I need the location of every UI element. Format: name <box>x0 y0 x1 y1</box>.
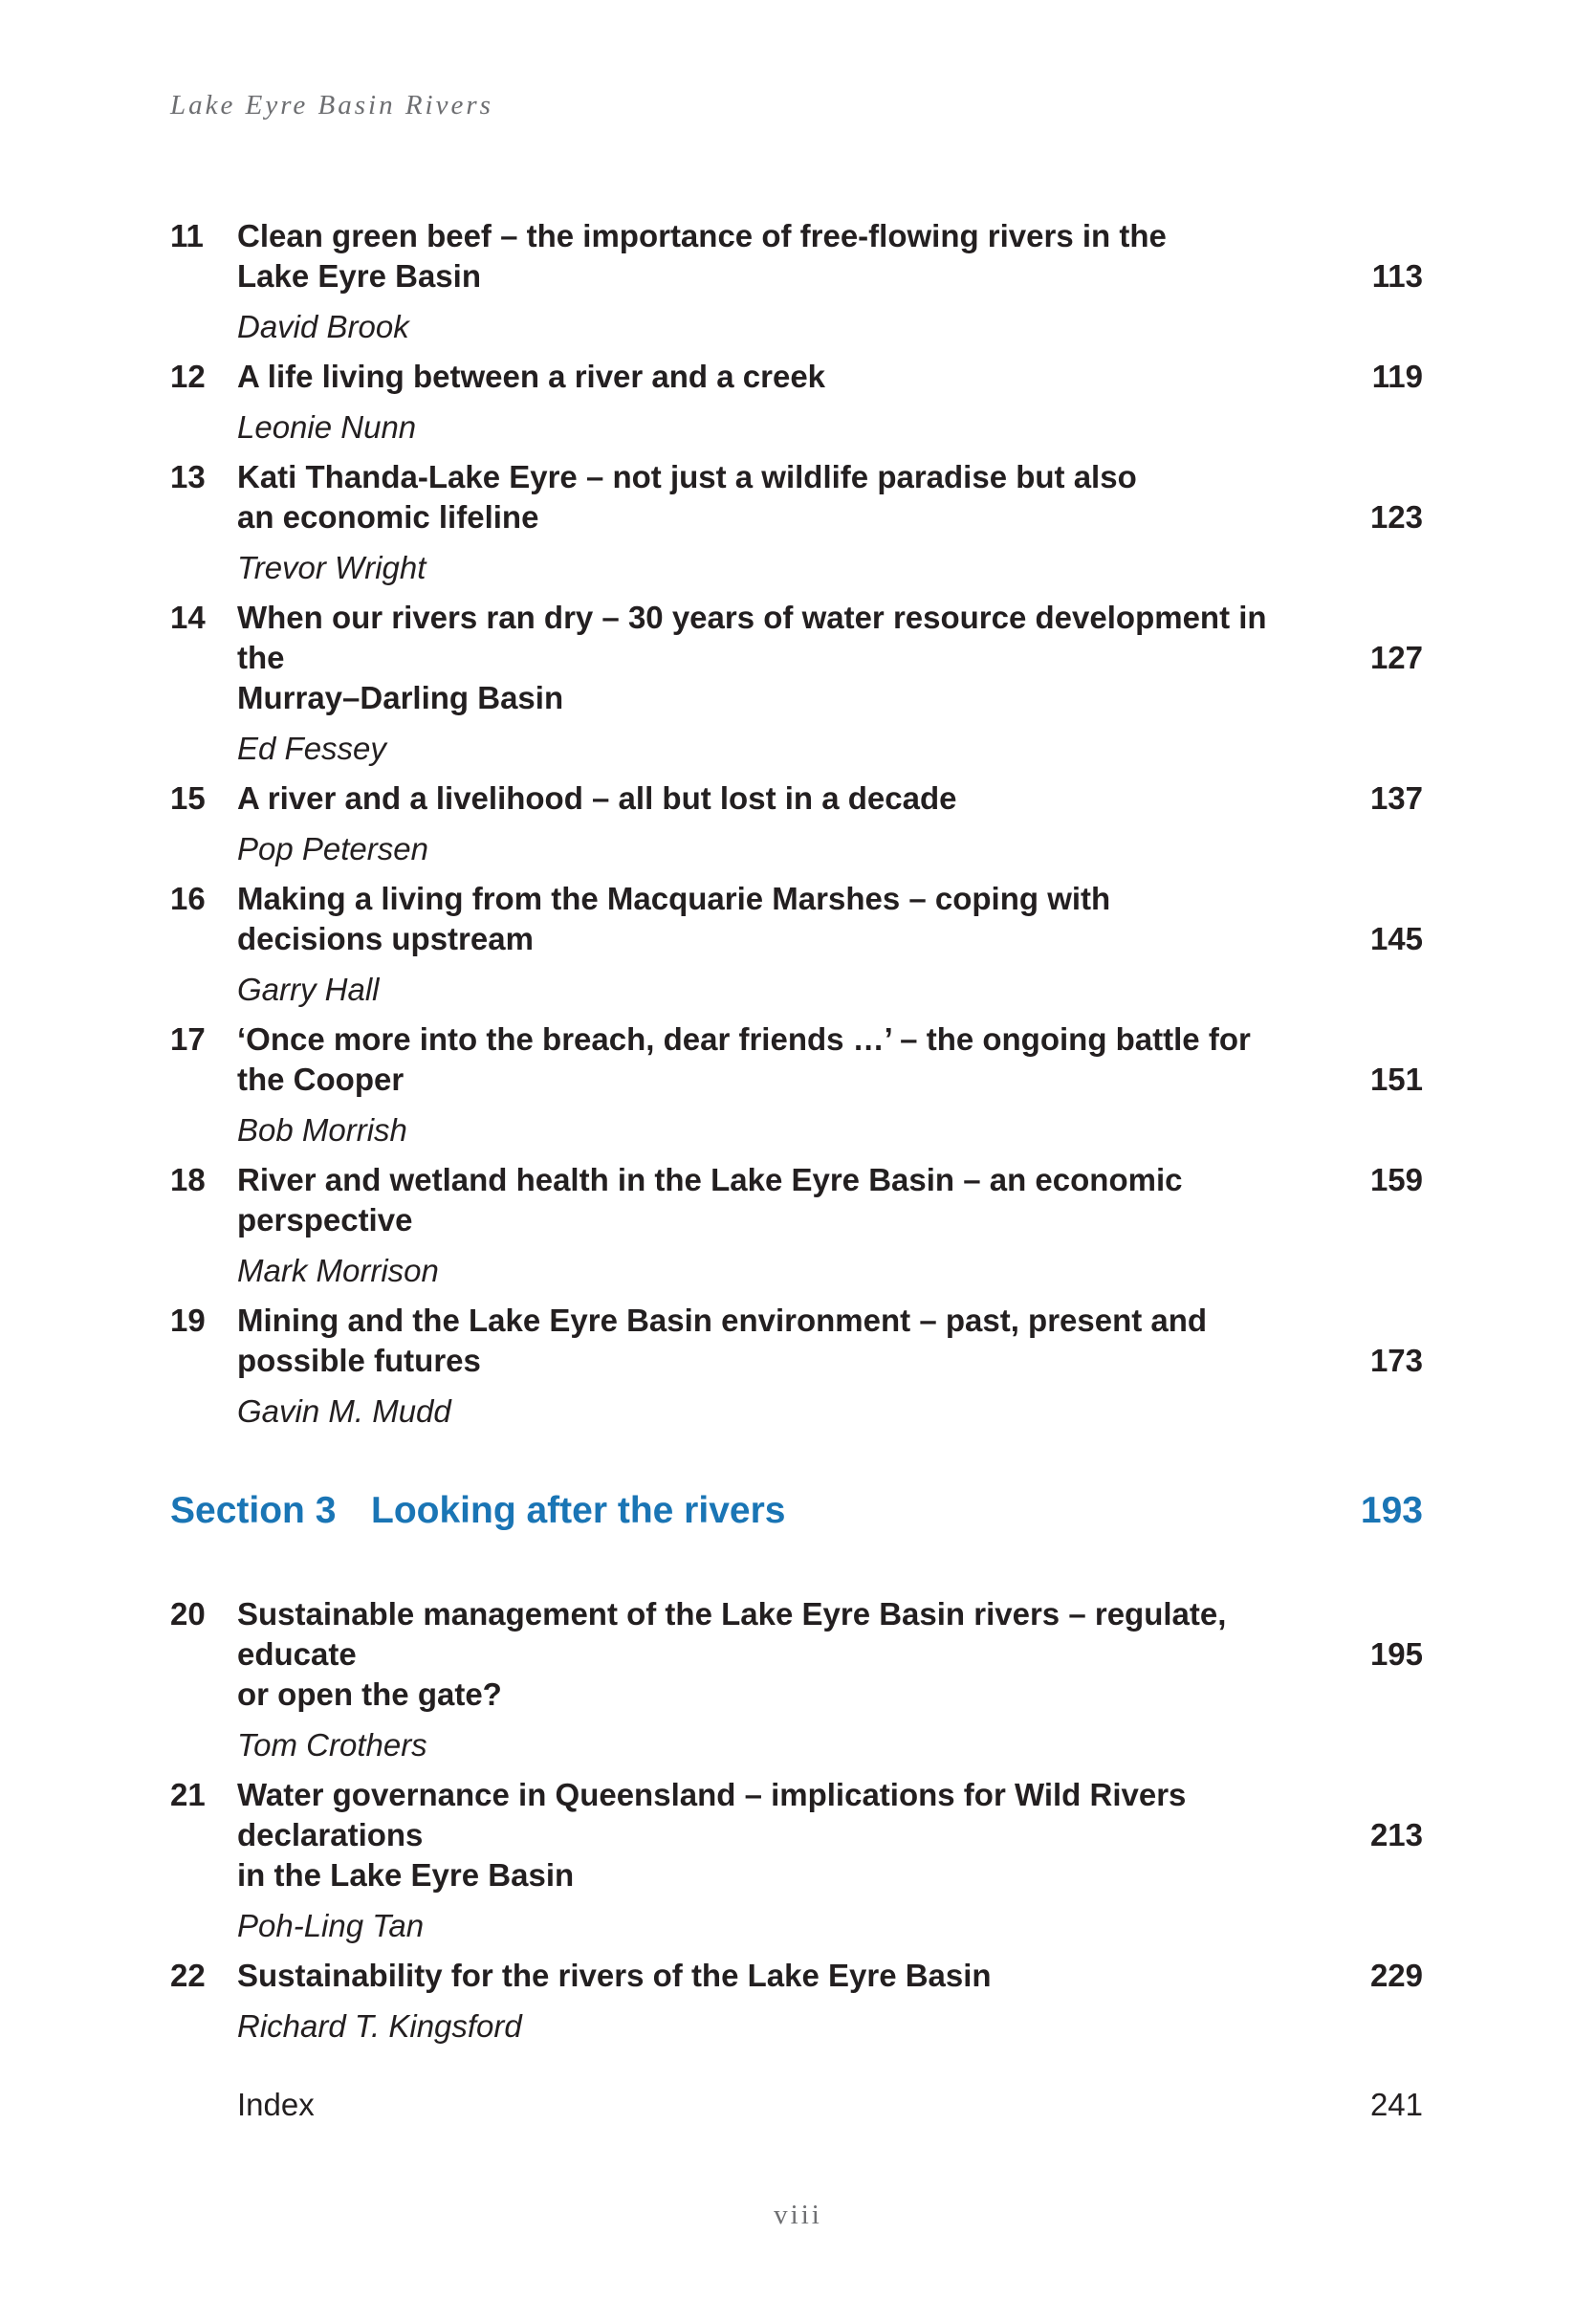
section-label: Section 3 <box>170 1490 337 1531</box>
toc-entry <box>170 357 1423 448</box>
toc-entry <box>170 216 1423 347</box>
chapter-number: 13 <box>170 459 206 494</box>
chapter-title: Kati Thanda-Lake Eyre – not just a wildlife paradise but also an economic lifeline <box>237 459 1137 535</box>
chapter-author: Garry Hall <box>237 972 380 1007</box>
chapter-number: 21 <box>170 1777 206 1812</box>
index-label: Index <box>237 2087 315 2122</box>
chapter-number: 14 <box>170 600 206 635</box>
entry-body <box>237 1160 1299 1291</box>
toc-entry <box>170 1019 1423 1150</box>
entry-body <box>237 1594 1299 1765</box>
chapter-author: Pop Petersen <box>237 831 428 866</box>
chapter-author: Leonie Nunn <box>237 409 417 445</box>
page-number: 173 <box>1369 1343 1423 1378</box>
chapter-number: 11 <box>170 218 204 253</box>
toc-entry <box>170 1775 1423 1946</box>
entry-body <box>237 778 1299 869</box>
entry-body <box>237 879 1299 1010</box>
chapter-author: Poh-Ling Tan <box>237 1908 425 1943</box>
section-heading <box>170 1487 1423 1535</box>
page-number: 137 <box>1369 780 1423 816</box>
entry-body <box>237 216 1299 347</box>
page-number: 113 <box>1371 258 1423 294</box>
page-number: 119 <box>1371 359 1423 394</box>
entry-body <box>237 1775 1299 1946</box>
chapter-number: 15 <box>170 780 206 816</box>
chapter-number: 20 <box>170 1596 206 1632</box>
chapter-title: Sustainability for the rivers of the Lake Eyre Basin <box>237 1958 992 1993</box>
entry-body <box>237 1956 1299 2047</box>
page-number: 145 <box>1369 921 1423 956</box>
toc-entry <box>170 1160 1423 1291</box>
chapter-title: River and wetland health in the Lake Eyre Basin – an economic perspective <box>237 1162 1183 1238</box>
chapter-number: 18 <box>170 1162 206 1197</box>
chapter-author: David Brook <box>237 309 409 344</box>
entry-body <box>237 598 1299 769</box>
chapter-title: Clean green beef – the importance of free-flowing rivers in the Lake Eyre Basin <box>237 218 1167 294</box>
page-number: 195 <box>1369 1636 1423 1672</box>
chapter-number: 22 <box>170 1958 206 1993</box>
chapter-author: Bob Morrish <box>237 1112 407 1148</box>
toc-group-a <box>170 216 1423 1432</box>
running-head: Lake Eyre Basin Rivers <box>170 90 493 120</box>
chapter-author: Gavin M. Mudd <box>237 1393 451 1429</box>
chapter-title: Making a living from the Macquarie Marshes – coping with decisions upstream <box>237 881 1111 956</box>
toc-entry <box>170 1594 1423 1765</box>
toc-group-b <box>170 1594 1423 2047</box>
chapter-title: When our rivers ran dry – 30 years of water resource development in the Murray–Darling Basin <box>237 600 1267 715</box>
chapter-author: Mark Morrison <box>237 1253 439 1288</box>
chapter-author: Richard T. Kingsford <box>237 2008 522 2044</box>
chapter-title: Mining and the Lake Eyre Basin environment – past, present and possible futures <box>237 1303 1208 1378</box>
entry-body <box>237 1019 1299 1150</box>
chapter-number: 17 <box>170 1021 206 1057</box>
chapter-title: A life living between a river and a creek <box>237 359 826 394</box>
section-title: Looking after the rivers <box>371 1490 786 1531</box>
toc-entry <box>170 598 1423 769</box>
page-number: 127 <box>1369 640 1423 675</box>
index-entry <box>170 2085 1423 2125</box>
chapter-author: Tom Crothers <box>237 1727 427 1763</box>
chapter-author: Ed Fessey <box>237 731 386 766</box>
toc-entry <box>170 778 1423 869</box>
chapter-title: ‘Once more into the breach, dear friends …’ – the ongoing battle for the Cooper <box>237 1021 1251 1097</box>
page-number: 213 <box>1369 1817 1423 1852</box>
page-folio: viii <box>774 2200 822 2230</box>
chapter-author: Trevor Wright <box>237 550 426 585</box>
entry-body <box>237 1301 1299 1432</box>
chapter-title: A river and a livelihood – all but lost in a decade <box>237 780 957 816</box>
table-of-contents <box>170 216 1423 2125</box>
entry-body <box>237 457 1299 588</box>
chapter-number: 12 <box>170 359 206 394</box>
chapter-title: Water governance in Queensland – implications for Wild Rivers declarations in the Lake Eyre Basin <box>237 1777 1187 1893</box>
toc-entry <box>170 879 1423 1010</box>
chapter-number: 16 <box>170 881 206 916</box>
entry-body <box>237 357 1299 448</box>
chapter-title: Sustainable management of the Lake Eyre Basin rivers – regulate, educate or open the gate? <box>237 1596 1227 1712</box>
chapter-number: 19 <box>170 1303 206 1338</box>
toc-entry <box>170 1301 1423 1432</box>
index-page-number: 241 <box>1369 2087 1423 2122</box>
page-number: 123 <box>1369 499 1423 535</box>
section-page-number: 193 <box>1360 1490 1423 1531</box>
toc-entry <box>170 1956 1423 2047</box>
page-number: 229 <box>1369 1958 1423 1993</box>
toc-entry <box>170 457 1423 588</box>
page-number: 159 <box>1369 1162 1423 1197</box>
page-number: 151 <box>1369 1062 1423 1097</box>
